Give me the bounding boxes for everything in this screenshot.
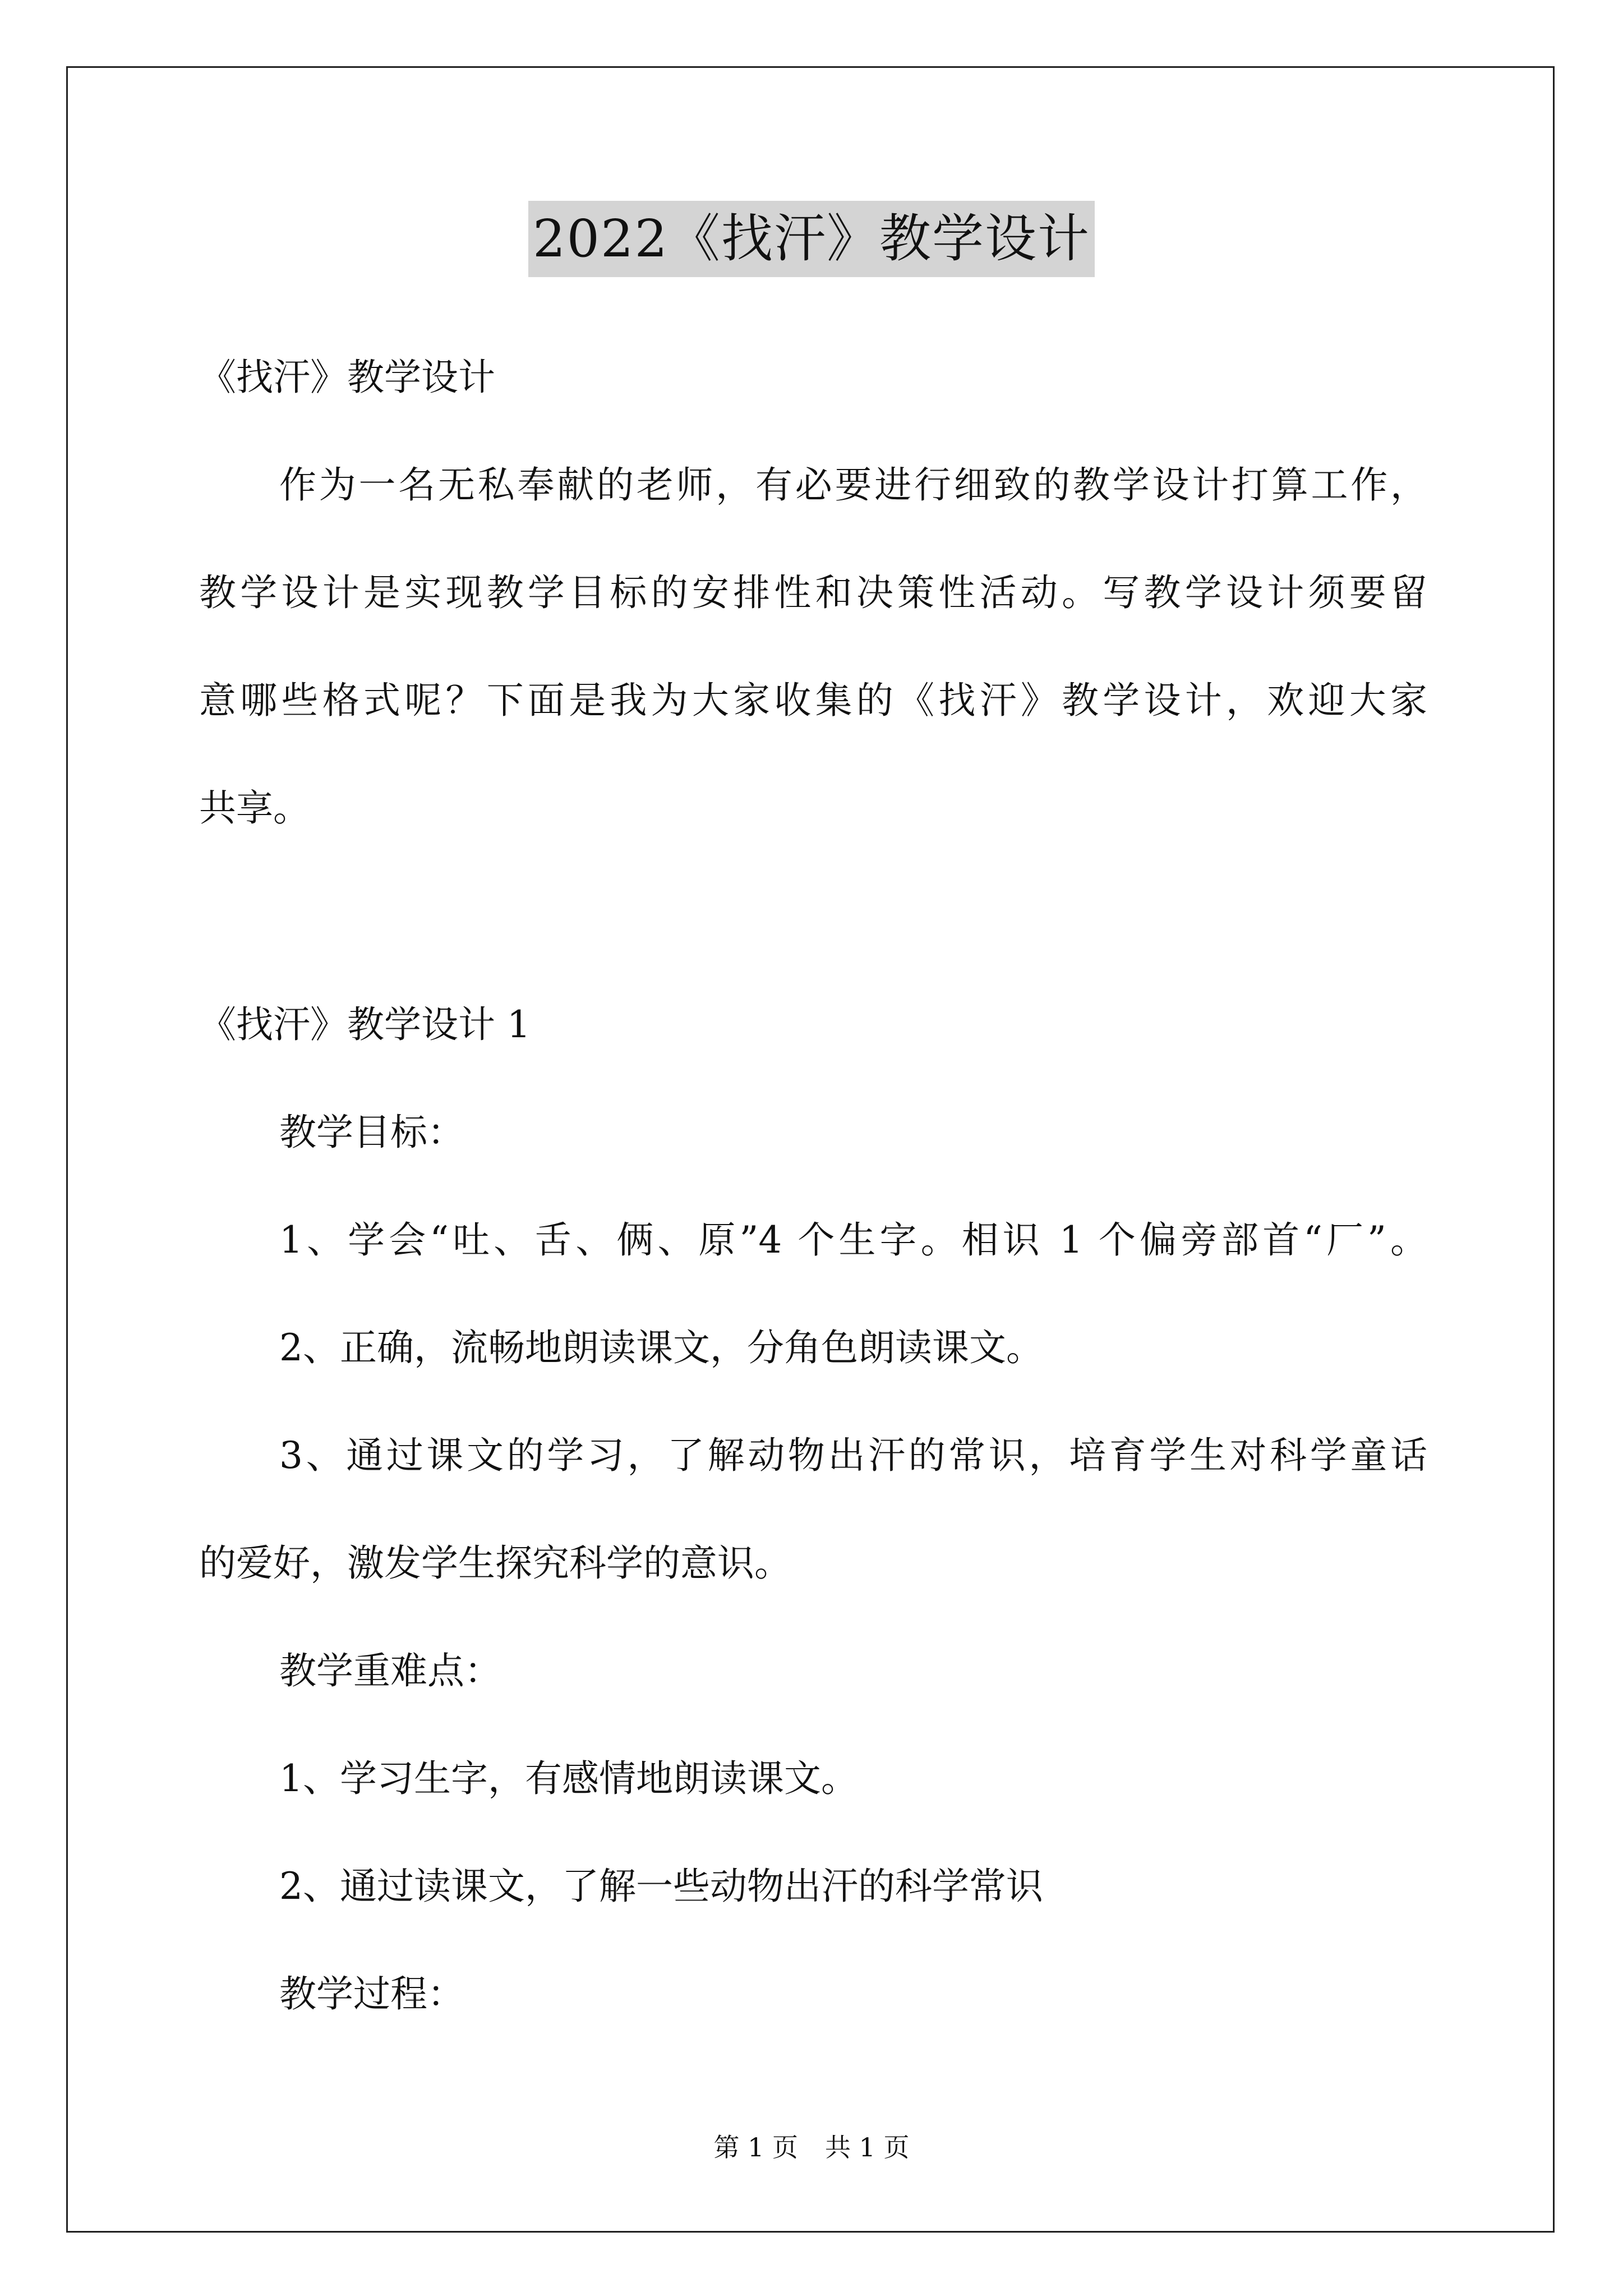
objective-item-1: 1、学会“吐、舌、俩、原”4 个生字。相识 1 个偏旁部首“厂”。 (279, 1218, 1427, 1262)
intro-paragraph-line-4: 共享。 (199, 786, 310, 830)
objective-item-2: 2、正确，流畅地朗读课文，分角色朗读课文。 (279, 1326, 1043, 1369)
intro-paragraph-line-2: 教学设计是实现教学目标的安排性和决策性活动。写教学设计须要留 (199, 571, 1427, 614)
subtitle-line: 《找汗》教学设计 (199, 356, 495, 399)
section-heading: 《找汗》教学设计 1 (199, 1003, 531, 1046)
page-total: 共 1 页 (825, 2132, 910, 2162)
title-container (0, 201, 1623, 277)
intro-paragraph-line-3: 意哪些格式呢？下面是我为大家收集的《找汗》教学设计，欢迎大家 (199, 679, 1427, 722)
intro-paragraph-line-1: 作为一名无私奉献的老师，有必要进行细致的教学设计打算工作， (279, 463, 1427, 507)
key-point-item-2: 2、通过读课文，了解一些动物出汗的科学常识 (279, 1865, 1043, 1908)
objective-item-3-line-1: 3、通过课文的学习，了解动物出汗的常识，培育学生对科学童话 (279, 1434, 1427, 1477)
process-heading: 教学过程： (279, 1972, 464, 2016)
page-footer (0, 2131, 1623, 2164)
objectives-heading: 教学目标： (279, 1111, 464, 1154)
key-points-heading: 教学重难点： (279, 1649, 501, 1692)
key-point-item-1: 1、学习生字，有感情地朗读课文。 (279, 1757, 858, 1800)
objective-item-3-line-2: 的爱好，激发学生探究科学的意识。 (199, 1542, 791, 1585)
page-number: 第 1 页 (713, 2132, 798, 2162)
document-title: 2022《找汗》教学设计 (528, 201, 1095, 277)
